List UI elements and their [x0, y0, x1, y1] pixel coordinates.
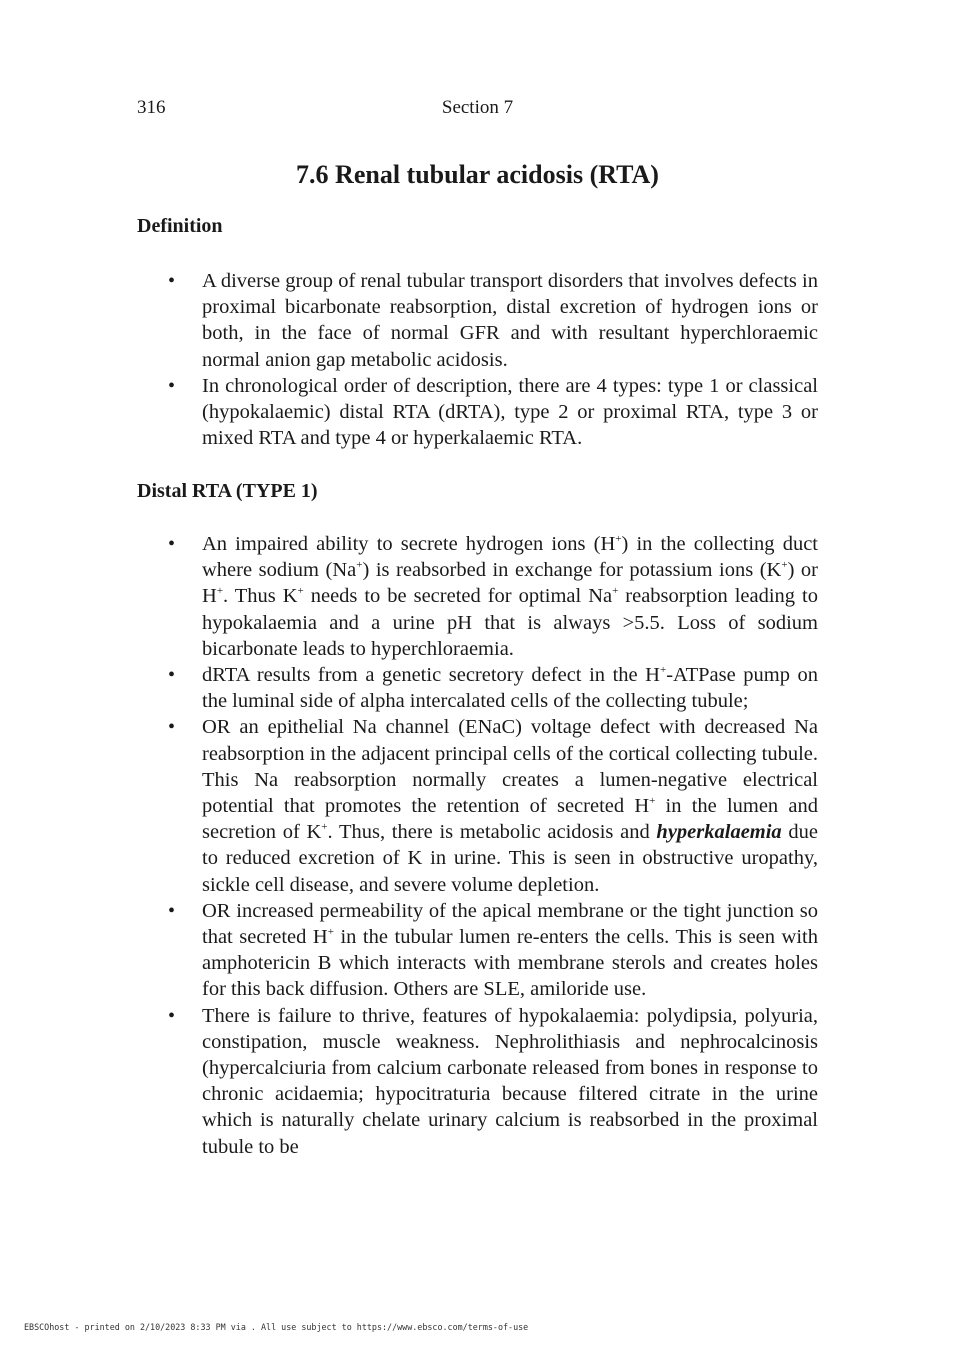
list-item	[202, 268, 818, 373]
page-title: 7.6 Renal tubular acidosis (RTA)	[296, 160, 659, 189]
list-item-text: dRTA results from a genetic secretory defect in the H+-ATPase pump on the luminal side of alpha intercalated cells of the collecting tubule;	[202, 664, 819, 713]
list-item-text: An impaired ability to secrete hydrogen ions (H+) in the collecting duct where sodium (Na+) is reabsorbed in exchange for potassium ions (K+) or H+. Thus K+ needs to be secreted for optimal Na+ reabsorption leading to hypokalaemia and a urine pH that is always >5.5. Loss of sodium bicarbonate leads to hyperchloraemia.	[202, 533, 818, 660]
list-item-text: In chronological order of description, there are 4 types: type 1 or classical (hypokalaemic) distal RTA (dRTA), type 2 or proximal RTA, type 3 or mixed RTA and type 4 or hyperkalaemic RTA.	[202, 374, 818, 450]
list-item	[202, 662, 818, 714]
distal-rta-list	[202, 531, 818, 1160]
list-item-text: There is failure to thrive, features of hypokalaemia: polydipsia, polyuria, constipation, muscle weakness. Nephrolithiasis and nephrocalcinosis (hypercalciuria from calcium carbonate released from bones in response to chronic acidaemia; hypocitraturia because filtered citrate in the urine which is naturally chelate urinary calcium is reabsorbed in the proximal tubule to be	[202, 1004, 818, 1158]
list-item-text: A diverse group of renal tubular transport disorders that involves defects in proximal bicarbonate reabsorption, distal excretion of hydrogen ions or both, in the face of normal GFR and with resultant hyperchloraemic normal anion gap metabolic acidosis.	[202, 270, 818, 371]
distal-rta-heading: Distal RTA (TYPE 1)	[137, 480, 318, 502]
list-item	[202, 531, 818, 662]
list-item-text: OR increased permeability of the apical membrane or the tight junction so that secreted H+ in the tubular lumen re-enters the cells. This is seen with amphotericin B which interacts with membrane sterols and creates holes for this back diffusion. Others are SLE, amiloride use.	[202, 899, 818, 1001]
list-item	[202, 373, 818, 452]
list-item	[202, 714, 818, 897]
definition-list	[202, 268, 818, 451]
page-number: 316	[137, 97, 166, 118]
running-head: Section 7	[441, 97, 514, 118]
footer-notice: EBSCOhost - printed on 2/10/2023 8:33 PM via . All use subject to https://www.ebsco.com/terms-of-use	[24, 1322, 529, 1332]
definition-heading: Definition	[137, 215, 223, 237]
list-item	[202, 1003, 818, 1160]
list-item	[202, 898, 818, 1003]
list-item-text: OR an epithelial Na channel (ENaC) voltage defect with decreased Na reabsorption in the adjacent principal cells of the cortical collecting tubule. This Na reabsorption normally creates a lumen-negative electrical potential that promotes the retention of secreted H+ in the lumen and secretion of K+. Thus, there is metabolic acidosis and hyperkalaemia due to reduced excretion of K in urine. This is seen in obstructive uropathy, sickle cell disease, and severe volume depletion.	[202, 716, 818, 896]
